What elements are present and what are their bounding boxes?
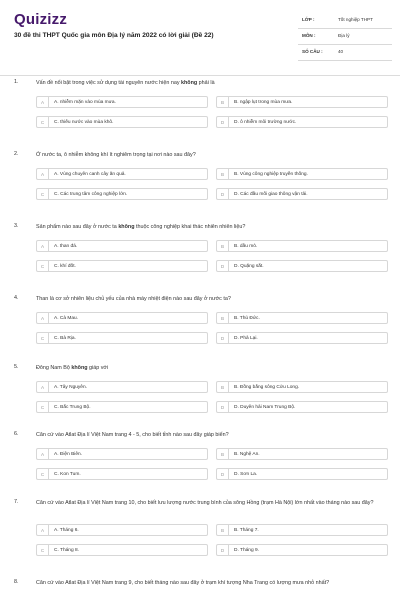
question-emphasis: không (71, 365, 88, 371)
option-text: D. Sơn La. (234, 472, 258, 477)
question-number: 2. (14, 151, 19, 157)
answer-option-c[interactable] (36, 544, 208, 556)
question-emphasis: không (118, 224, 135, 230)
option-text: B. dầu mỏ. (234, 244, 258, 249)
option-letter-box: D (217, 402, 229, 413)
option-letter-box: A (37, 525, 49, 536)
option-text: A. nhiễm mặn vào mùa mưa. (54, 100, 116, 105)
option-letter-box: D (217, 117, 229, 128)
question-number: 3. (14, 223, 19, 229)
answer-option-a[interactable] (36, 524, 208, 536)
option-text: B. Thủ Đức. (234, 316, 260, 321)
option-text: B. Vùng công nghiệp truyền thống. (234, 172, 308, 177)
answer-option-d[interactable] (216, 468, 388, 480)
answer-option-d[interactable] (216, 188, 388, 200)
question-text (36, 364, 376, 372)
answer-option-c[interactable] (36, 401, 208, 413)
question-text (36, 499, 376, 507)
question-text (36, 79, 376, 87)
question-text (36, 151, 376, 159)
meta-row-grade (298, 13, 392, 29)
option-text: C. Các trung tâm công nghiệp lớn. (54, 192, 128, 197)
question-text-part: thuộc công nghiệp khai thác nhiên nhiên liệu? (134, 224, 246, 230)
option-letter-box: D (217, 261, 229, 272)
question-text-part: Ở nước ta, ô nhiễm không khí ít nghiêm trọng tại nơi nào sau đây? (36, 152, 196, 158)
question-text-part: giáp với (87, 365, 109, 371)
option-text: B. Tháng 7. (234, 528, 259, 533)
question-text (36, 295, 376, 303)
question-text-part: phải là (197, 80, 215, 86)
question-text-part: Than là cơ sở nhiên liệu chủ yếu của nhà máy nhiệt điện nào sau đây ở nước ta? (36, 296, 231, 302)
question-number: 7. (14, 499, 19, 505)
answer-option-d[interactable] (216, 544, 388, 556)
meta-value: 40 (338, 49, 344, 54)
question-number: 1. (14, 79, 19, 85)
answer-option-b[interactable] (216, 168, 388, 180)
answer-option-a[interactable] (36, 96, 208, 108)
question-emphasis: không (181, 80, 198, 86)
answer-option-c[interactable] (36, 468, 208, 480)
option-text: C. Bắc Trung Bộ. (54, 405, 91, 410)
option-text: D. Phả Lại. (234, 336, 258, 341)
answer-option-b[interactable] (216, 448, 388, 460)
answer-option-a[interactable] (36, 240, 208, 252)
option-text: D. Tháng 9. (234, 548, 259, 553)
answer-option-a[interactable] (36, 312, 208, 324)
answer-option-b[interactable] (216, 524, 388, 536)
option-text: B. Nghệ An. (234, 452, 260, 457)
question-text-part: Căn cứ vào Atlat Địa lí Việt Nam trang 9, cho biết tháng nào sau đây ở trạm khí tượng Nha Trang có lượng mưa nhỏ nhất? (36, 580, 330, 586)
question-number: 6. (14, 431, 19, 437)
worksheet-header (0, 0, 400, 72)
option-letter-box: D (217, 469, 229, 480)
option-letter-box: C (37, 469, 49, 480)
option-letter-box: C (37, 333, 49, 344)
option-letter-box: B (217, 313, 229, 324)
option-text: C. Kon Tum. (54, 472, 81, 477)
option-text: D. Duyên hải Nam Trung Bộ. (234, 405, 296, 410)
option-letter-box: C (37, 402, 49, 413)
option-text: D. Các đầu mối giao thông vận tải. (234, 192, 308, 197)
answer-option-b[interactable] (216, 96, 388, 108)
meta-value: Địa lý (338, 33, 350, 38)
option-text: D. Quặng sắt. (234, 264, 264, 269)
option-text: A. Tây Nguyên. (54, 385, 87, 390)
option-letter-box: B (217, 382, 229, 393)
question-number: 5. (14, 364, 19, 370)
option-letter-box: A (37, 241, 49, 252)
answer-option-a[interactable] (36, 168, 208, 180)
option-text: C. Bà Rịa. (54, 336, 76, 341)
answer-option-a[interactable] (36, 448, 208, 460)
option-text: A. Cà Mau. (54, 316, 78, 321)
meta-label: LỚP : (302, 17, 315, 22)
answer-option-d[interactable] (216, 116, 388, 128)
option-text: A. Tháng 6. (54, 528, 79, 533)
answer-option-c[interactable] (36, 260, 208, 272)
answer-option-b[interactable] (216, 312, 388, 324)
option-letter-box: B (217, 525, 229, 536)
option-text: B. Đồng bằng sông Cửu Long. (234, 385, 300, 390)
question-number: 4. (14, 295, 19, 301)
option-letter-box: C (37, 189, 49, 200)
option-letter-box: A (37, 97, 49, 108)
quizizz-logo: Quizizz (14, 11, 68, 28)
option-letter-box: A (37, 169, 49, 180)
question-text (36, 223, 376, 231)
option-letter-box: C (37, 545, 49, 556)
option-letter-box: B (217, 97, 229, 108)
option-letter-box: D (217, 545, 229, 556)
question-text (36, 579, 376, 587)
answer-option-a[interactable] (36, 381, 208, 393)
option-letter-box: C (37, 117, 49, 128)
answer-option-c[interactable] (36, 116, 208, 128)
meta-value: Tốt nghiệp THPT (338, 17, 373, 22)
option-text: C. thiếu nước vào mùa khô. (54, 120, 114, 125)
option-letter-box: B (217, 169, 229, 180)
question-text-part: Căn cứ vào Atlat Địa lí Việt Nam trang 4 - 5, cho biết tỉnh nào sau đây giáp biển? (36, 432, 229, 438)
answer-option-b[interactable] (216, 381, 388, 393)
answer-option-c[interactable] (36, 188, 208, 200)
option-letter-box: D (217, 189, 229, 200)
meta-row-subject (298, 29, 392, 45)
option-letter-box: A (37, 313, 49, 324)
worksheet-title: 30 đề thi THPT Quốc gia môn Địa lý năm 2022 có lời giải (Đề 22) (14, 32, 214, 39)
option-text: A. than đá. (54, 244, 78, 249)
meta-label: MÔN : (302, 33, 316, 38)
answer-option-d[interactable] (216, 401, 388, 413)
answer-option-c[interactable] (36, 332, 208, 344)
question-text-part: Vấn đề nổi bật trong việc sử dụng tài nguyên nước hiện nay (36, 80, 182, 86)
option-text: C. Tháng 8. (54, 548, 79, 553)
question-number: 8. (14, 579, 19, 585)
option-letter-box: B (217, 449, 229, 460)
question-text-part: Đông Nam Bộ (36, 365, 72, 371)
question-text-part: Sản phẩm nào sau đây ở nước ta (36, 224, 119, 230)
option-letter-box: A (37, 382, 49, 393)
meta-row-question-count (298, 45, 392, 61)
question-text (36, 431, 376, 439)
answer-option-d[interactable] (216, 260, 388, 272)
option-text: C. khí đốt. (54, 264, 76, 269)
answer-option-d[interactable] (216, 332, 388, 344)
answer-option-b[interactable] (216, 240, 388, 252)
question-text-part: Căn cứ vào Atlat Địa lí Việt Nam trang 10, cho biết lưu lượng nước trung bình của sông Hồng (trạm Hà Nội) lớn nhất vào tháng nào sau đây? (36, 500, 374, 506)
option-letter-box: A (37, 449, 49, 460)
meta-label: SỐ CÂU : (302, 49, 323, 54)
option-text: A. Điện Biên. (54, 452, 82, 457)
option-text: A. Vùng chuyên canh cây ăn quả. (54, 172, 126, 177)
option-letter-box: D (217, 333, 229, 344)
option-text: B. ngập lụt trong mùa mưa. (234, 100, 293, 105)
header-divider (0, 75, 400, 76)
option-text: D. ô nhiễm môi trường nước. (234, 120, 297, 125)
option-letter-box: B (217, 241, 229, 252)
worksheet-meta-table (298, 13, 392, 61)
option-letter-box: C (37, 261, 49, 272)
